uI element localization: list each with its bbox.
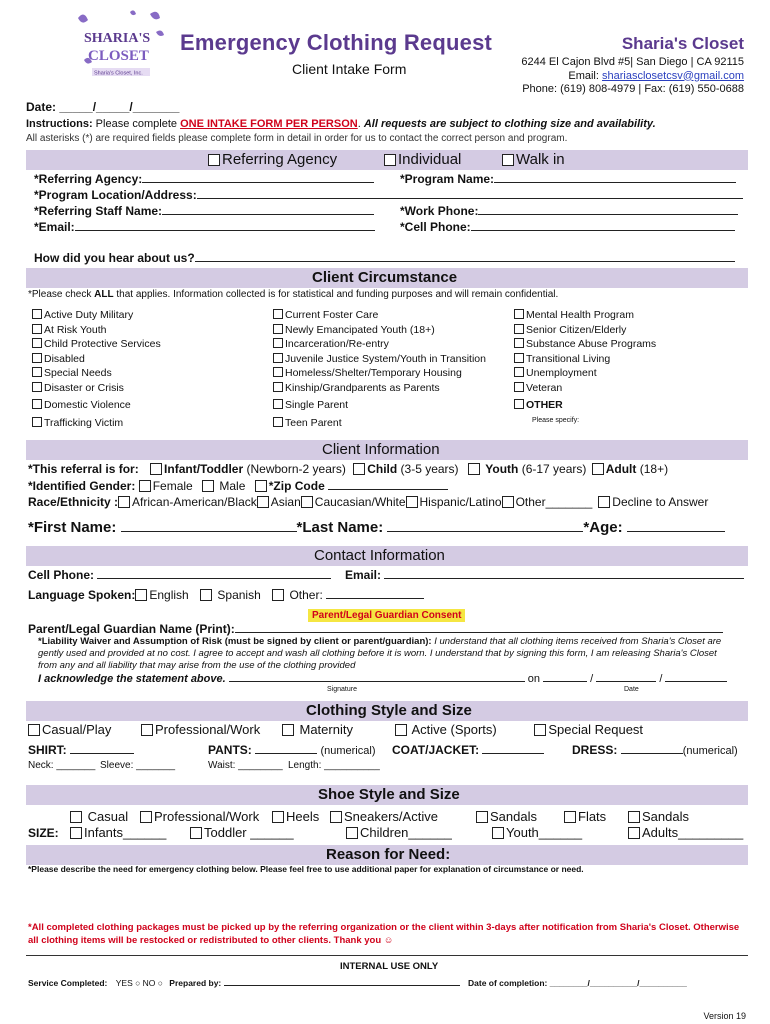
yes-radio[interactable]: ○	[135, 978, 141, 988]
name-age-row	[28, 519, 725, 536]
program-name-field[interactable]	[400, 172, 736, 186]
option-label: Veteran	[526, 381, 563, 394]
shirt-field[interactable]	[28, 743, 134, 757]
option-label: Unemployment	[526, 367, 597, 379]
program-location-field[interactable]	[34, 188, 743, 202]
field-label: *Program Location/Address:	[34, 188, 197, 202]
shoe-option[interactable]	[70, 809, 128, 824]
circumstance-option[interactable]	[32, 416, 161, 431]
option-ages: (6-17 years)	[518, 462, 587, 476]
option-label: Infant/Toddler	[164, 462, 244, 476]
option-label: Adult	[605, 462, 637, 476]
numerical-note: (numerical)	[320, 745, 376, 757]
field-label: DRESS:	[572, 743, 618, 757]
contact-cell-field[interactable]	[28, 568, 331, 582]
last-name-field[interactable]	[297, 519, 584, 536]
client-information-bar	[26, 440, 748, 460]
circumstance-option-other[interactable]	[514, 398, 656, 413]
svg-text:Sharia's Closet, Inc.: Sharia's Closet, Inc.	[94, 70, 143, 77]
option-ages: (Newborn-2 years)	[243, 462, 346, 476]
zip-code-field[interactable]	[255, 479, 448, 493]
option-label: African-American/Black	[132, 495, 257, 509]
option-label: Newly Emancipated Youth (18+)	[285, 323, 435, 336]
shoe-size-option[interactable]	[70, 825, 166, 840]
org-email-link[interactable]: shariasclosetcsv@gmail.com	[602, 69, 744, 82]
option-label: Current Foster Care	[285, 309, 379, 321]
circumstance-option[interactable]	[273, 416, 486, 431]
shoe-size-option[interactable]	[190, 825, 294, 840]
shoe-option[interactable]	[564, 809, 606, 824]
age-field[interactable]	[583, 519, 724, 536]
style-option[interactable]	[28, 722, 111, 737]
option-label: Homeless/Shelter/Temporary Housing	[285, 367, 462, 379]
logo	[70, 8, 170, 90]
section-title: Clothing Style and Size	[306, 702, 472, 719]
date-month-line[interactable]	[543, 681, 587, 682]
option-label: Flats	[578, 809, 607, 824]
referring-agency-field[interactable]	[34, 172, 374, 186]
circumstance-option[interactable]	[32, 337, 161, 352]
option-label: Youth______	[506, 825, 583, 840]
shoe-option[interactable]	[140, 809, 259, 824]
consent-badge-label: Parent/Legal Guardian Consent	[308, 609, 465, 622]
one-form-note: ONE INTAKE FORM PER PERSON	[180, 118, 358, 130]
gender-row	[28, 479, 448, 493]
style-option[interactable]	[282, 722, 353, 737]
option-label: At Risk Youth	[44, 323, 107, 336]
option-label: Children______	[360, 825, 452, 840]
field-label: *Zip Code	[268, 479, 325, 493]
option-female[interactable]	[139, 479, 193, 493]
field-label: Race/Ethnicity :	[28, 495, 119, 509]
field-label: *Program Name:	[400, 172, 495, 186]
signature-caption: Signature	[327, 686, 357, 693]
divider	[26, 955, 748, 956]
option-label: Incarceration/Re-entry	[285, 338, 389, 350]
circumstance-option[interactable]	[514, 366, 656, 381]
svg-text:SHARIA'S: SHARIA'S	[84, 31, 151, 46]
race-option[interactable]	[301, 495, 406, 509]
field-label: Cell Phone:	[28, 568, 95, 582]
option-label: English	[149, 588, 189, 602]
circumstance-option[interactable]	[273, 337, 486, 352]
sleeve-field[interactable]: Sleeve: _______	[100, 760, 176, 771]
org-address: 6244 El Cajon Blvd #5| San Diego | CA 92115	[521, 56, 744, 68]
option-label: Casual/Play	[42, 722, 112, 737]
date-caption: Date	[624, 686, 639, 693]
style-option[interactable]	[141, 722, 260, 737]
acknowledge-text: I acknowledge the statement above.	[38, 673, 226, 685]
option-label: Domestic Violence	[44, 399, 131, 411]
date-year-line[interactable]	[665, 681, 727, 682]
version-label: Version 19	[703, 1011, 746, 1021]
option-label: Special Needs	[44, 367, 112, 379]
circumstance-option[interactable]	[514, 308, 656, 323]
field-label: *This referral is for:	[28, 462, 139, 476]
shoe-option[interactable]	[330, 809, 438, 824]
referral-email-field[interactable]	[34, 220, 375, 234]
on-label: on	[527, 673, 541, 685]
option-label: Active (Sports)	[411, 722, 497, 737]
shoe-option[interactable]	[476, 809, 537, 824]
availability-note: All requests are subject to clothing size and availability.	[363, 118, 656, 130]
option-infant[interactable]	[150, 462, 346, 476]
race-option[interactable]	[257, 495, 301, 509]
option-adult[interactable]	[592, 462, 668, 476]
option-label: Individual	[398, 151, 462, 168]
field-label: Prepared by:	[169, 978, 222, 988]
option-english[interactable]	[135, 588, 188, 602]
circumstance-col1	[32, 308, 161, 430]
circumstance-option[interactable]	[32, 366, 161, 381]
numerical-note: (numerical)	[682, 745, 738, 757]
org-phone: Phone: (619) 808-4979 | Fax: (619) 550-0688	[522, 83, 744, 95]
option-label: Senior Citizen/Elderly	[526, 323, 627, 336]
length-field[interactable]: Length: __________	[288, 760, 380, 771]
please-specify: Please specify:	[532, 417, 580, 424]
note-bold: ALL	[94, 289, 114, 300]
pants-field[interactable]	[208, 743, 375, 757]
option-label: Infants______	[84, 825, 167, 840]
consent-badge	[308, 609, 465, 621]
option-label: Decline to Answer	[612, 495, 709, 509]
option-label: Sandals	[490, 809, 537, 824]
option-individual[interactable]	[384, 151, 461, 168]
signature-line[interactable]	[229, 681, 525, 682]
date-day-line[interactable]	[596, 681, 656, 682]
option-label: Special Request	[548, 722, 644, 737]
instructions-period: .	[357, 118, 364, 130]
option-label: Heels	[286, 809, 320, 824]
circumstance-col2	[273, 308, 486, 430]
field-label: *Identified Gender:	[28, 479, 136, 493]
circumstance-option[interactable]	[273, 308, 486, 323]
reason-for-need-bar	[26, 845, 748, 865]
option-label: Walk in	[516, 151, 565, 168]
option-label: Casual	[87, 809, 129, 824]
shoe-size-option[interactable]	[492, 825, 582, 840]
option-label: Other:	[289, 588, 323, 602]
form-subtitle: Client Intake Form	[292, 61, 407, 77]
internal-use-label: INTERNAL USE ONLY	[340, 961, 439, 972]
race-option[interactable]	[406, 495, 502, 509]
note-text: *Please check	[28, 289, 95, 300]
field-label: How did you hear about us?	[34, 251, 195, 265]
yes-label: YES	[115, 978, 133, 988]
shoe-size-option[interactable]	[628, 825, 743, 840]
work-phone-field[interactable]	[400, 204, 738, 218]
option-referring-agency[interactable]	[208, 151, 337, 168]
race-option[interactable]	[598, 495, 708, 509]
org-name: Sharia's Closet	[621, 34, 744, 53]
race-option[interactable]	[118, 495, 257, 509]
referral-type-bar	[26, 150, 748, 170]
waiver-heading: *Liability Waiver and Assumption of Risk (must be signed by client or parent/guardian):	[38, 636, 432, 647]
option-label: Other_______	[515, 495, 593, 509]
referring-staff-field[interactable]	[34, 204, 374, 218]
race-option[interactable]	[502, 495, 593, 509]
option-label: Toddler ______	[204, 825, 294, 840]
field-label: Parent/Legal Guardian Name (Print):	[28, 622, 235, 636]
field-label: *Referring Agency:	[34, 172, 143, 186]
shoe-option[interactable]	[272, 809, 319, 824]
circumstance-note	[28, 289, 558, 300]
field-label: PANTS:	[208, 743, 252, 757]
option-child[interactable]	[353, 462, 458, 476]
date-field[interactable]: Date: _____/_____/_______	[26, 100, 180, 114]
internal-row	[28, 978, 687, 988]
shoe-option[interactable]	[628, 809, 689, 824]
option-youth[interactable]	[468, 462, 586, 476]
instructions-prefix: Instructions:	[26, 118, 93, 130]
contact-information-bar	[26, 546, 748, 566]
guardian-name-field[interactable]	[28, 622, 723, 636]
circumstance-col3	[514, 308, 656, 413]
contact-email-field[interactable]	[345, 568, 744, 582]
option-label: Single Parent	[285, 399, 349, 411]
shoe-style-bar	[26, 785, 748, 805]
option-label: Spanish	[217, 588, 261, 602]
circumstance-option[interactable]	[514, 352, 656, 367]
field-label: *Age:	[583, 519, 623, 536]
field-label: SHIRT:	[28, 743, 67, 757]
email-label: Email:	[568, 69, 602, 82]
option-label: Active Duty Military	[44, 309, 134, 321]
acknowledge-row: I acknowledge the statement above. on / /	[38, 673, 727, 685]
no-label: NO	[142, 978, 156, 988]
option-label: Sandals	[642, 809, 689, 824]
no-radio[interactable]: ○	[157, 978, 163, 988]
cell-phone-field[interactable]	[400, 220, 735, 234]
field-label: Language Spoken:	[28, 588, 136, 602]
checkbox[interactable]	[502, 154, 514, 166]
circumstance-option[interactable]	[32, 323, 161, 338]
option-label: Mental Health Program	[526, 309, 634, 321]
field-label: Service Completed:	[28, 978, 108, 988]
option-label: Professional/Work	[155, 722, 261, 737]
dress-field[interactable]	[572, 743, 738, 757]
option-label: Hispanic/Latino	[419, 495, 502, 509]
circumstance-option[interactable]	[273, 366, 486, 381]
option-ages: (18+)	[636, 462, 669, 476]
circumstance-option[interactable]	[32, 308, 161, 323]
field-label: *Email:	[34, 220, 75, 234]
referral-for-row	[28, 462, 668, 476]
clothing-style-row	[28, 722, 643, 737]
option-label: Juvenile Justice System/Youth in Transition	[285, 352, 486, 365]
option-spanish[interactable]	[200, 588, 261, 602]
svg-text:CLOSET: CLOSET	[88, 48, 149, 64]
waiver-text: I understand that all clothing items received from Sharia's Closet are gently used and provided at no cost. I agree to accept and wash all clothing before it is worn. I understand that by signing this form, I am releasing Sharia's Closet from any and all liability that may arise from the use of the clothing provided	[38, 636, 722, 671]
circumstance-option[interactable]	[273, 352, 486, 367]
asterisk-note: All asterisks (*) are required fields please complete form in detail in order for us to contact the correct person and program.	[26, 133, 568, 144]
circumstance-option[interactable]	[273, 381, 486, 396]
section-title: Reason for Need:	[326, 846, 451, 863]
race-row	[28, 495, 708, 509]
option-label: Professional/Work	[154, 809, 260, 824]
circumstance-option[interactable]	[273, 323, 486, 338]
date-completion-field[interactable]: Date of completion: ________/__________/__________	[468, 978, 687, 988]
option-label: Female	[152, 479, 193, 493]
checkbox[interactable]	[384, 154, 396, 166]
circumstance-option[interactable]	[32, 381, 161, 396]
option-label: Child Protective Services	[44, 338, 161, 350]
style-option[interactable]	[534, 722, 643, 737]
circumstance-option[interactable]	[514, 381, 656, 396]
circumstance-option[interactable]	[514, 337, 656, 352]
field-label: COAT/JACKET:	[392, 743, 480, 757]
option-label: Youth	[485, 462, 519, 476]
section-title: Contact Information	[314, 547, 445, 564]
option-label: Substance Abuse Programs	[526, 338, 657, 350]
hear-about-field[interactable]	[34, 251, 735, 265]
shoe-size-option[interactable]	[346, 825, 452, 840]
field-label: *First Name:	[28, 519, 117, 536]
liability-waiver	[38, 636, 738, 672]
reason-textarea[interactable]	[28, 876, 744, 912]
circumstance-option[interactable]	[273, 398, 486, 413]
waist-field[interactable]: Waist: ________	[208, 760, 283, 771]
field-label: *Last Name:	[296, 519, 384, 536]
first-name-field[interactable]	[28, 519, 297, 536]
option-other-language[interactable]	[272, 588, 424, 602]
option-label: Maternity	[299, 722, 353, 737]
note-text: that applies. Information collected is for statistical and funding purposes and will remain confidential.	[113, 289, 559, 300]
option-label: Caucasian/White	[314, 495, 406, 509]
shoe-size-label: SIZE:	[28, 826, 59, 840]
org-contact	[521, 56, 744, 97]
circumstance-option[interactable]	[32, 352, 161, 367]
option-label: Adults_________	[642, 825, 744, 840]
option-label: Sneakers/Active	[344, 809, 438, 824]
field-label: *Work Phone:	[400, 204, 479, 218]
option-label: Transitional Living	[526, 352, 611, 365]
circumstance-option[interactable]	[32, 398, 161, 413]
circumstance-option[interactable]	[514, 323, 656, 338]
coat-field[interactable]	[392, 743, 544, 757]
section-title: Client Circumstance	[312, 269, 458, 286]
section-title: Shoe Style and Size	[318, 786, 460, 803]
checkbox[interactable]	[208, 154, 220, 166]
option-ages: (3-5 years)	[397, 462, 459, 476]
field-label: Email:	[345, 568, 382, 582]
option-label: Child	[367, 462, 398, 476]
field-label: *Referring Staff Name:	[34, 204, 163, 218]
pickup-note: *All completed clothing packages must be picked up by the referring organization or the client within 3-days after notification from Sharia's Closet. Otherwise all clothing items will be restocked or redistributed to other clients. Thank you ☺	[28, 922, 740, 946]
option-label: Teen Parent	[285, 416, 342, 429]
option-label: OTHER	[526, 399, 563, 411]
section-title: Client Information	[322, 441, 440, 458]
form-title: Emergency Clothing Request	[180, 30, 493, 55]
option-label: Asian	[270, 495, 301, 509]
style-option[interactable]	[395, 722, 497, 737]
option-walk-in[interactable]	[502, 151, 565, 168]
option-label: Disaster or Crisis	[44, 381, 124, 394]
option-label: Kinship/Grandparents as Parents	[285, 381, 440, 394]
option-male[interactable]	[202, 479, 245, 493]
prepared-by-line[interactable]	[224, 985, 460, 986]
neck-field[interactable]: Neck: _______	[28, 760, 96, 771]
client-circumstance-bar	[26, 268, 748, 288]
clothing-style-bar	[26, 701, 748, 721]
option-label: Male	[219, 479, 246, 493]
option-label: Disabled	[44, 352, 85, 365]
reason-note: *Please describe the need for emergency clothing below. Please feel free to use additional paper for explanation of circumstance or need.	[28, 864, 584, 874]
language-row	[28, 588, 424, 602]
option-label: Referring Agency	[222, 151, 338, 168]
instructions-text: Please complete	[92, 118, 181, 130]
option-label: Trafficking Victim	[44, 416, 124, 429]
field-label: *Cell Phone:	[400, 220, 471, 234]
instructions	[26, 118, 656, 130]
